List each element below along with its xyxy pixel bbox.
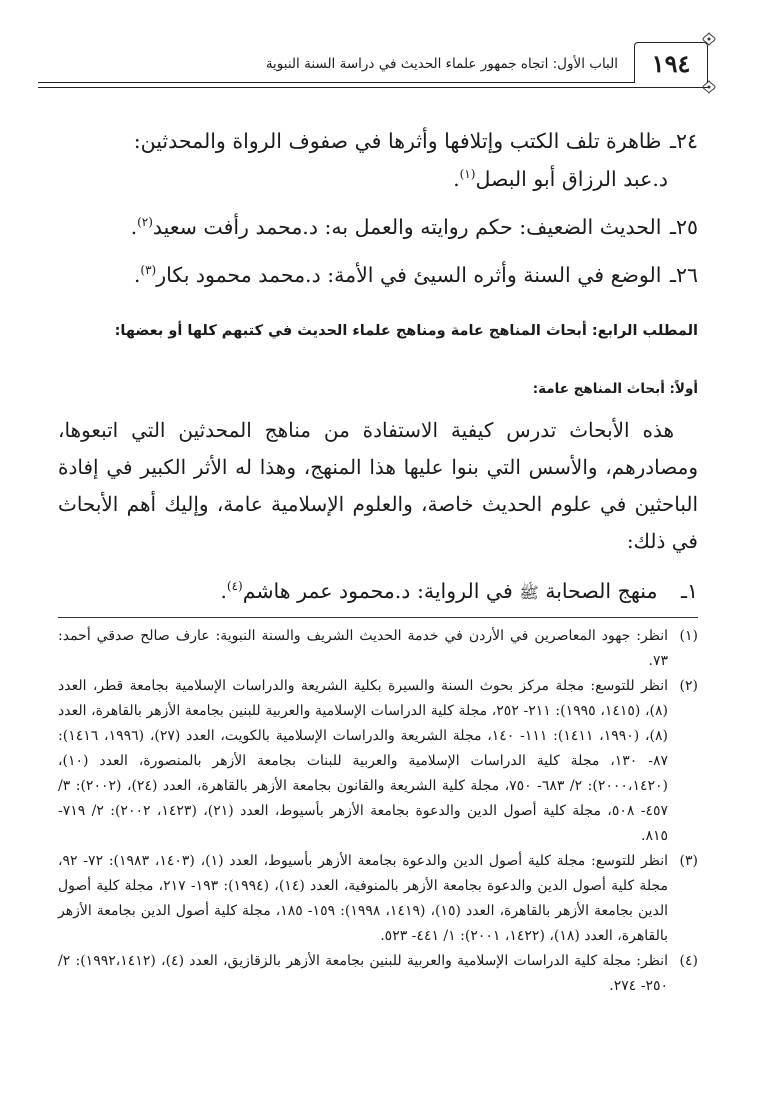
body-paragraph: هذه الأبحاث تدرس كيفية الاستفادة من مناهج المحدثين التي اتبعوها، ومصادرهم، والأسس التي بنوا عليها هذا المنهج، وهذا له الأثر الكبير في إفادة الباحثين في علوم الحديث خاصة، والعلوم الإسلامية عامة، وإليك أهم الأبحاث في ذلك:	[58, 418, 698, 553]
ornament-icon	[702, 80, 716, 94]
footnote-number: (٣)	[679, 853, 698, 869]
honorific-glyph: ﷺ	[519, 583, 539, 602]
ornament-icon	[702, 32, 716, 46]
footnote-text: انظر: جهود المعاصرين في الأردن في خدمة الحديث الشريف والسنة النبوية: عارف صالح صدقي أحمد: ٧٣.	[58, 628, 668, 669]
footnote-separator	[58, 617, 698, 618]
item-number: ٢٦ـ	[669, 263, 698, 287]
footnote-ref: (١)	[459, 167, 476, 182]
header-rule-bottom	[38, 87, 708, 88]
subsection-heading: أولاً: أبحاث المناهج عامة:	[532, 381, 698, 397]
footnote-text: انظر للتوسع: مجلة مركز بحوث السنة والسيرة بكلية الشريعة والدراسات الإسلامية بجامعة قطر، العدد (٨)، (١٤١٥، ١٩٩٥): ٢١١- ٢٥٢، مجلة كلية الدراسات الإسلامية والعربية للبنين بجامعة الأزهر بالقاهرة، العدد (٨)، (١٩٩٠، ١٤١١): ١١١- ١٤٠، مجلة الشريعة والدراسات الإسلامية بالكويت، العدد (٢٧)، (١٩٩٦، ١٤١٦): ٨٧- ١٣٠، مجلة كلية الدراسات الإسلامية والعربية للبنات بجامعة الأزهر بالمنصورة، العدد (١٠)، (٢٠٠٠،١٤٢٠): ٢/ ٦٨٣- ٧٥٠، مجلة كلية الشريعة والقانون بجامعة الأزهر بالقاهرة، العدد (٢٤)، (٢٠٠٢): ٣/ ٤٥٧- ٥٠٨، مجلة كلية أصول الدين والدعوة بجامعة الأزهر بأسيوط، العدد (٢١)، (١٤٢٣، ٢٠٠٢): ٢/ ٧١٩- ٨١٥.	[58, 678, 669, 844]
footnotes	[58, 624, 698, 999]
footnote-number: (٤)	[679, 953, 698, 969]
header-rule-top	[38, 82, 708, 83]
list-item: ٢٤ـ ظاهرة تلف الكتب وإتلافها وأثرها في صفوف الرواة والمحدثين: د.عبد الرزاق أبو البصل$^{(١)}$.	[58, 122, 698, 198]
footnote-text: انظر للتوسع: مجلة كلية أصول الدين والدعوة بجامعة الأزهر بأسيوط، العدد (١)، (١٤٠٣، ١٩٨٣): ٧٢- ٩٢، مجلة كلية أصول الدين والدعوة بجامعة الأزهر بالمنوفية، العدد (١٤)، (١٩٩٤): ١٩٣- ٢١٧، مجلة كلية أصول الدين بجامعة الأزهر بالقاهرة، العدد (١٥)، (١٤١٩، ١٩٩٨): ١٥٩- ١٨٥، مجلة كلية أصول الدين بجامعة الأزهر بالقاهرة، العدد (١٨)، (١٤٢٢، ٢٠٠١): ١/ ٤٤١- ٥٢٣.	[58, 853, 668, 944]
footnote-ref: (٢)	[137, 215, 153, 230]
running-header	[38, 42, 708, 94]
footnote	[58, 849, 698, 949]
item-text: منهج الصحابة	[545, 579, 658, 603]
footnote-number: (٢)	[679, 678, 698, 694]
item-number: ٢٥ـ	[669, 215, 698, 239]
footnote	[58, 949, 698, 999]
footnote	[58, 674, 698, 849]
footnote-text: انظر: مجلة كلية الدراسات الإسلامية والعربية للبنين بجامعة الأزهر بالزقازيق، العدد (٤)، (١٩٩٢،١٤١٢): ٢/ ٢٥٠- ٢٧٤.	[58, 953, 668, 994]
list-item: ٢٥ـ الحديث الضعيف: حكم روايته والعمل به: د.محمد رأفت سعيد$^{(٢)}$.	[58, 208, 698, 246]
list-item: ٢٦ـ الوضع في السنة وأثره السيئ في الأمة: د.محمد محمود بكار$^{(٣)}$.	[58, 256, 698, 294]
item-author: د.عبد الرزاق أبو البصل	[475, 167, 668, 191]
item-text: الحديث الضعيف: حكم روايته والعمل به: د.محمد رأفت سعيد	[152, 215, 662, 239]
footnote-number: (١)	[679, 628, 698, 644]
item-number: ٢٤ـ	[669, 129, 698, 153]
item-text: الوضع في السنة وأثره السيئ في الأمة: د.محمد محمود بكار	[156, 263, 662, 287]
footnote	[58, 624, 698, 674]
list-item: ١ـ منهج الصحابة ﷺ في الرواية: د.محمود عمر هاشم$^{(٤)}$.	[58, 572, 698, 612]
item-text-continued: في الرواية: د.محمود عمر هاشم	[242, 579, 513, 603]
page-number: ١٩٤	[634, 42, 708, 83]
section-heading: المطلب الرابع: أبحاث المناهج عامة ومناهج علماء الحديث في كتبهم كلها أو بعضها:	[114, 323, 698, 339]
item-number: ١ـ	[680, 579, 698, 603]
item-title: ظاهرة تلف الكتب وإتلافها وأثرها في صفوف الرواة والمحدثين:	[133, 129, 662, 153]
footnote-ref: (٣)	[140, 263, 157, 278]
main-content	[58, 122, 698, 612]
running-title: الباب الأول: اتجاه جمهور علماء الحديث في دراسة السنة النبوية	[265, 56, 618, 72]
footnote-ref: (٤)	[226, 579, 243, 594]
